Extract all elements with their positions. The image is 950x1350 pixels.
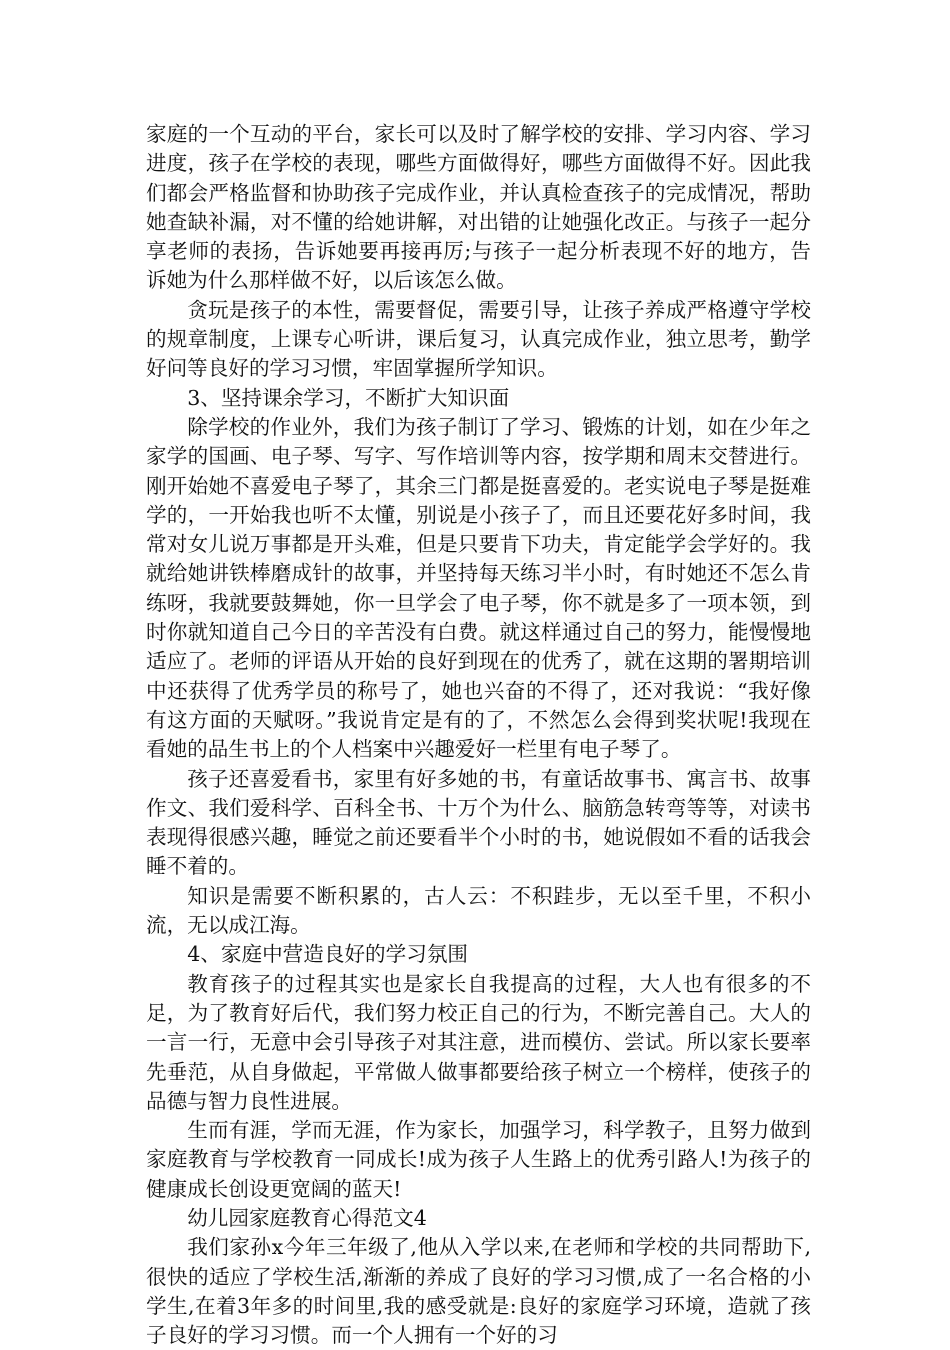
section-heading-4: 4、家庭中营造良好的学习氛围: [187, 942, 469, 967]
paragraph-6: 知识是需要不断积累的，古人云：不积跬步，无以至千里，不积小流，无以成江海。: [146, 883, 811, 938]
document-body: [146, 120, 811, 1350]
paragraph-9: 生而有涯，学而无涯，作为家长，加强学习，科学教子，且努力做到家庭教育与学校教育一同成长!成为孩子人生路上的优秀引路人!为孩子的健康成长创设更宽阔的蓝天!: [146, 1118, 811, 1201]
paragraph-8: 教育孩子的过程其实也是家长自我提高的过程，大人也有很多的不足，为了教育好后代，我们努力校正自己的行为，不断完善自己。大人的一言一行，无意中会引导孩子对其注意，进而模仿、尝试。所以家长要率先垂范，从自身做起，平常做人做事都要给孩子树立一个榜样，使孩子的品德与智力良性进展。: [146, 971, 811, 1113]
paragraph-11: 我们家孙x今年三年级了,他从入学以来,在老师和学校的共同帮助下,很快的适应了学校生活,渐渐的养成了良好的学习习惯,成了一名合格的小学生,在着3年多的时间里,我的感受就是:良好的家庭学习环境，造就了孩子良好的学习习惯。而一个人拥有一个好的习: [146, 1235, 811, 1348]
paragraph-2: 贪玩是孩子的本性，需要督促，需要引导，让孩子养成严格遵守学校的规章制度，上课专心听讲，课后复习，认真完成作业，独立思考，勤学好问等良好的学习习惯，牢固掌握所学知识。: [146, 297, 811, 381]
paragraph-5: 孩子还喜爱看书，家里有好多她的书，有童话故事书、寓言书、故事作文、我们爱科学、百科全书、十万个为什么、脑筋急转弯等等，对读书表现得很感兴趣，睡觉之前还要看半个小时的书，她说假如不看的话我会睡不着的。: [146, 766, 811, 879]
article-title-4: 幼儿园家庭教育心得范文4: [187, 1205, 427, 1230]
paragraph-4: 除学校的作业外，我们为孩子制订了学习、锻炼的计划，如在少年之家学的国画、电子琴、写字、写作培训等内容，按学期和周末交替进行。刚开始她不喜爱电子琴了，其余三门都是挺喜爱的。老实说电子琴是挺难学的，一开始我也听不太懂，别说是小孩子了，而且还要花好多时间，我常对女儿说万事都是开头难，但是只要肯下功夫，肯定能学会学好的。我就给她讲铁棒磨成针的故事，并坚持每天练习半小时，有时她还不怎么肯练呀，我就要鼓舞她，你一旦学会了电子琴，你不就是多了一项本领，到时你就知道自己今日的辛苦没有白费。就这样通过自己的努力，能慢慢地适应了。老师的评语从开始的良好到现在的优秀了，就在这期的署期培训中还获得了优秀学员的称号了，她也兴奋的不得了，还对我说：“我好像有这方面的天赋呀。”我说肯定是有的了，不然怎么会得到奖状呢!我现在看她的品生书上的个人档案中兴趣爱好一栏里有电子琴了。: [146, 414, 811, 762]
section-heading-3: 3、坚持课余学习，不断扩大知识面: [187, 385, 510, 410]
paragraph-1: 家庭的一个互动的平台，家长可以及时了解学校的安排、学习内容、学习进度，孩子在学校的表现，哪些方面做得好，哪些方面做得不好。因此我们都会严格监督和协助孩子完成作业，并认真检查孩子的完成情况，帮助她查缺补漏，对不懂的给她讲解，对出错的让她强化改正。与孩子一起分享老师的表扬，告诉她要再接再厉;与孩子一起分析表现不好的地方，告诉她为什么那样做不好，以后该怎么做。: [146, 122, 811, 293]
